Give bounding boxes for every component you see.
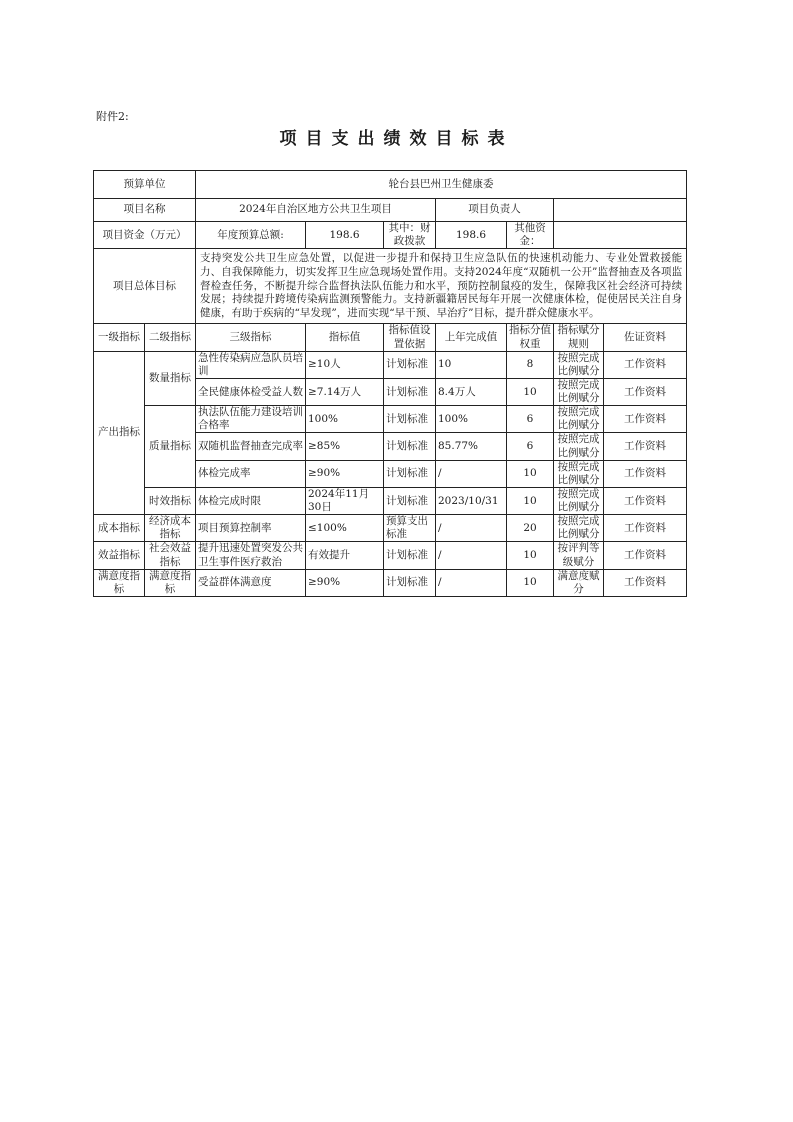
table-row xyxy=(94,351,687,378)
indicator-rule: 按照完成比例赋分 xyxy=(554,487,604,514)
indicator-last-year: / xyxy=(436,542,507,569)
table-row xyxy=(94,569,687,596)
header-evidence: 佐证资料 xyxy=(604,324,687,351)
indicator-name: 体检完成率 xyxy=(196,460,306,487)
indicator-name: 体检完成时限 xyxy=(196,487,306,514)
indicator-evidence: 工作资料 xyxy=(604,487,687,514)
project-name-label: 项目名称 xyxy=(94,199,196,222)
table-row xyxy=(94,406,687,433)
indicator-rule: 按评判等级赋分 xyxy=(554,542,604,569)
indicator-value: 100% xyxy=(306,406,384,433)
project-funds-label: 项目资金（万元） xyxy=(94,222,196,249)
indicator-header-row xyxy=(94,324,687,351)
header-level2: 二级指标 xyxy=(145,324,196,351)
indicator-value: ≥90% xyxy=(306,460,384,487)
fiscal-amount: 198.6 xyxy=(436,222,507,249)
indicator-weight: 10 xyxy=(507,569,554,596)
budget-unit-label: 预算单位 xyxy=(94,171,196,199)
overall-goal-label: 项目总体目标 xyxy=(94,249,196,324)
indicator-value: ≤100% xyxy=(306,515,384,542)
indicator-basis: 计划标准 xyxy=(384,542,436,569)
indicator-last-year: 2023/10/31 xyxy=(436,487,507,514)
level2-social-benefit: 社会效益指标 xyxy=(145,542,196,569)
header-value: 指标值 xyxy=(306,324,384,351)
header-basis: 指标值设置依据 xyxy=(384,324,436,351)
indicator-rule: 按照完成比例赋分 xyxy=(554,515,604,542)
header-rule: 指标赋分规则 xyxy=(554,324,604,351)
indicator-evidence: 工作资料 xyxy=(604,460,687,487)
table-row xyxy=(94,515,687,542)
indicator-rule: 按照完成比例赋分 xyxy=(554,433,604,460)
level1-cost: 成本指标 xyxy=(94,515,145,542)
level1-output: 产出指标 xyxy=(94,351,145,515)
indicator-last-year: 8.4万人 xyxy=(436,378,507,405)
project-name-value: 2024年自治区地方公共卫生项目 xyxy=(196,199,436,222)
overall-goal-text: 支持突发公共卫生应急处置，以促进一步提升和保持卫生应急队伍的快速机动能力、专业处置救援能力、自我保障能力，切实发挥卫生应急现场处置作用。支持2024年度“双随机一公开”监督抽查及各项监督检查任务，不断提升综合监督执法队伍能力和水平，预防控制鼠疫的发生，保障我区社会经济可持续发展；持续提升跨境传染病监测预警能力。支持新疆籍居民每年开展一次健康体检，促使居民关注自身健康，有助于疾病的“早发现”，进而实现“早干预、早治疗”目标，提升群众健康水平。 xyxy=(196,249,687,324)
indicator-basis: 计划标准 xyxy=(384,406,436,433)
level2-quantity: 数量指标 xyxy=(145,351,196,406)
indicator-weight: 10 xyxy=(507,487,554,514)
indicator-value: ≥7.14万人 xyxy=(306,378,384,405)
indicator-evidence: 工作资料 xyxy=(604,433,687,460)
table-row xyxy=(94,487,687,514)
indicator-name: 全民健康体检受益人数 xyxy=(196,378,306,405)
indicator-rule: 按照完成比例赋分 xyxy=(554,460,604,487)
level2-economic-cost: 经济成本指标 xyxy=(145,515,196,542)
indicator-value: ≥10人 xyxy=(306,351,384,378)
level2-quality: 质量指标 xyxy=(145,406,196,488)
indicator-name: 急性传染病应急队员培训 xyxy=(196,351,306,378)
indicator-basis: 计划标准 xyxy=(384,378,436,405)
other-funds-value xyxy=(554,222,687,249)
indicator-last-year: / xyxy=(436,460,507,487)
indicator-weight: 6 xyxy=(507,433,554,460)
indicator-value: ≥90% xyxy=(306,569,384,596)
other-funds-label: 其他资金： xyxy=(507,222,554,249)
indicator-last-year: / xyxy=(436,569,507,596)
indicator-basis: 计划标准 xyxy=(384,433,436,460)
level2-satisfaction: 满意度指标 xyxy=(145,569,196,596)
level2-timeliness: 时效指标 xyxy=(145,487,196,514)
indicator-basis: 计划标准 xyxy=(384,569,436,596)
indicator-basis: 计划标准 xyxy=(384,351,436,378)
indicator-basis: 计划标准 xyxy=(384,460,436,487)
budget-unit-row xyxy=(94,171,687,199)
annual-budget-label: 年度预算总额: xyxy=(196,222,306,249)
indicator-weight: 10 xyxy=(507,378,554,405)
indicator-rule: 按照完成比例赋分 xyxy=(554,378,604,405)
annual-budget-value: 198.6 xyxy=(306,222,384,249)
indicator-evidence: 工作资料 xyxy=(604,542,687,569)
indicator-name: 双随机监督抽查完成率 xyxy=(196,433,306,460)
indicator-last-year: 10 xyxy=(436,351,507,378)
indicator-evidence: 工作资料 xyxy=(604,378,687,405)
header-level1: 一级指标 xyxy=(94,324,145,351)
project-leader-label: 项目负责人 xyxy=(436,199,554,222)
project-funds-row xyxy=(94,222,687,249)
indicator-evidence: 工作资料 xyxy=(604,351,687,378)
level1-satisfaction: 满意度指标 xyxy=(94,569,145,596)
fiscal-label: 其中：财政拨款 xyxy=(384,222,436,249)
header-last-year: 上年完成值 xyxy=(436,324,507,351)
indicator-value: ≥85% xyxy=(306,433,384,460)
indicator-weight: 20 xyxy=(507,515,554,542)
page-title: 项目支出绩效目标表 xyxy=(279,129,514,149)
indicator-rule: 满意度赋分 xyxy=(554,569,604,596)
indicator-weight: 8 xyxy=(507,351,554,378)
indicator-rule: 按照完成比例赋分 xyxy=(554,351,604,378)
indicator-name: 执法队伍能力建设培训合格率 xyxy=(196,406,306,433)
indicator-evidence: 工作资料 xyxy=(604,515,687,542)
budget-unit-value: 轮台县巴州卫生健康委 xyxy=(196,171,687,199)
header-weight: 指标分值权重 xyxy=(507,324,554,351)
indicator-weight: 10 xyxy=(507,542,554,569)
project-leader-value xyxy=(554,199,687,222)
indicator-last-year: 85.77% xyxy=(436,433,507,460)
attachment-label: 附件2: xyxy=(96,110,129,123)
indicator-basis: 预算支出标准 xyxy=(384,515,436,542)
indicator-weight: 6 xyxy=(507,406,554,433)
table-row xyxy=(94,542,687,569)
indicator-rule: 按照完成比例赋分 xyxy=(554,406,604,433)
level1-benefit: 效益指标 xyxy=(94,542,145,569)
indicator-name: 受益群体满意度 xyxy=(196,569,306,596)
performance-table xyxy=(93,170,687,597)
header-level3: 三级指标 xyxy=(196,324,306,351)
indicator-value: 2024年11月30日 xyxy=(306,487,384,514)
indicator-weight: 10 xyxy=(507,460,554,487)
indicator-basis: 计划标准 xyxy=(384,487,436,514)
indicator-last-year: / xyxy=(436,515,507,542)
indicator-value: 有效提升 xyxy=(306,542,384,569)
indicator-name: 项目预算控制率 xyxy=(196,515,306,542)
project-name-row xyxy=(94,199,687,222)
overall-goal-row xyxy=(94,249,687,324)
indicator-evidence: 工作资料 xyxy=(604,569,687,596)
indicator-name: 提升迅速处置突发公共卫生事件医疗救治 xyxy=(196,542,306,569)
indicator-last-year: 100% xyxy=(436,406,507,433)
indicator-evidence: 工作资料 xyxy=(604,406,687,433)
